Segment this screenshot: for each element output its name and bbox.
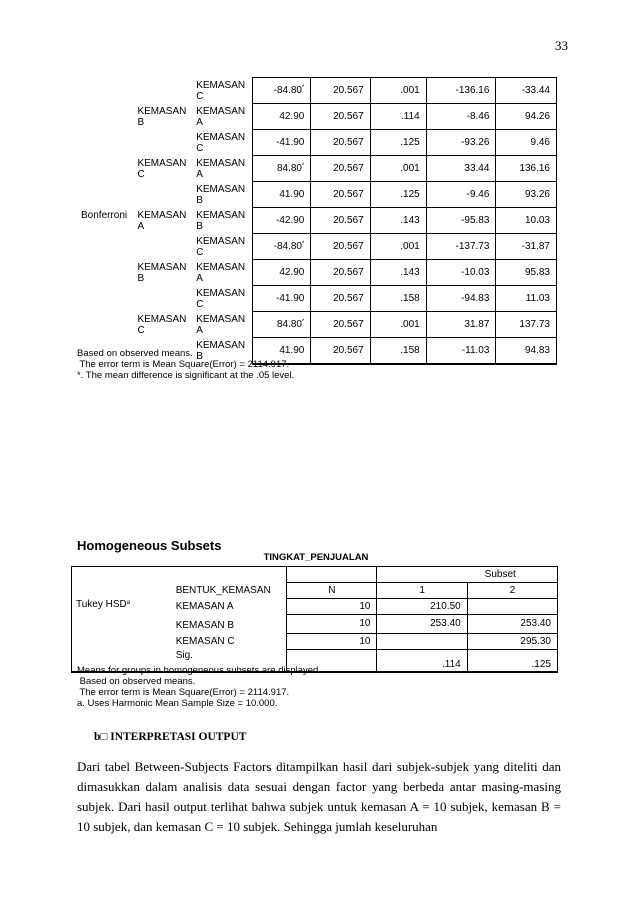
comparison-row: [77, 208, 557, 234]
sig-cell: .001: [370, 312, 426, 338]
n-cell: 10: [287, 615, 377, 634]
method-cell: [77, 182, 133, 208]
mean-difference-cell: -84.80*: [253, 234, 311, 260]
upper-bound-cell: 137.73: [496, 312, 557, 338]
std-error-cell: 20.567: [311, 104, 370, 130]
significance-mark: *: [302, 163, 305, 169]
interpretation-paragraph: Dari tabel Between-Subjects Factors ditampilkan hasil dari subjek-subjek yang diteliti dan dimasukkan dalam analisis data sesuai dengan factor yang berbeda antar masing-masing subjek. Dari hasil output terlihat bahwa subjek untuk kemasan A = 10 subjek, kemasan B = 10 subjek, dan kemasan C = 10 subjek. Sehingga jumlah keseluruhan: [77, 759, 561, 834]
std-error-cell: 20.567: [311, 234, 370, 260]
group-j-cell: KEMASAN C: [192, 130, 252, 156]
upper-bound-cell: 94.26: [496, 104, 557, 130]
mean-difference-cell: 84.80*: [253, 156, 311, 182]
homogeneous-subsets-heading: Homogeneous Subsets: [77, 538, 222, 553]
comparison-row: [77, 182, 557, 208]
mc-note-2: The error term is Mean Square(Error) = 2114.917.: [77, 359, 290, 370]
upper-bound-cell: 136.16: [496, 156, 557, 182]
mean-difference-cell: -84.80*: [253, 78, 311, 104]
sig-cell: .143: [370, 260, 426, 286]
lower-bound-cell: -11.03: [426, 338, 496, 364]
group-i-cell: [133, 182, 192, 208]
mean-difference-cell: -41.90: [253, 130, 311, 156]
lower-bound-cell: -137.73: [426, 234, 496, 260]
mean-difference-cell: 41.90: [253, 338, 311, 364]
subset-1-cell: 253.40: [377, 615, 467, 634]
comparison-row: [77, 156, 557, 182]
hs-header-row-1: [72, 567, 558, 583]
comparison-row: [77, 130, 557, 156]
group-j-cell: KEMASAN C: [192, 78, 252, 104]
group-i-cell: KEMASAN B: [137, 261, 187, 284]
upper-bound-cell: 95.83: [496, 260, 557, 286]
lower-bound-cell: 31.87: [426, 312, 496, 338]
comparison-row: [77, 260, 557, 286]
lower-bound-cell: -94.83: [426, 286, 496, 312]
group-i-cell: KEMASAN C: [137, 157, 187, 180]
homogeneous-subsets-table: [71, 566, 558, 673]
sig-cell: .158: [370, 286, 426, 312]
lower-bound-cell: -95.83: [426, 208, 496, 234]
col-n-header: N: [287, 583, 377, 599]
sig-label: Sig.: [175, 649, 193, 661]
lower-bound-cell: 33.44: [426, 156, 496, 182]
hs-note-4: a. Uses Harmonic Mean Sample Size = 10.000.: [77, 698, 278, 709]
mean-difference-cell: 42.90: [253, 260, 311, 286]
sig-cell: .001: [370, 78, 426, 104]
hs-row-c: [72, 634, 558, 650]
homogeneous-table-caption: TINGKAT_PENJUALAN: [263, 552, 369, 563]
group-i-cell: KEMASAN B: [137, 105, 187, 128]
method-cell: [77, 156, 133, 182]
comparison-row: [77, 78, 557, 104]
n-cell: 10: [287, 634, 377, 650]
significance-mark: *: [302, 319, 305, 325]
lower-bound-cell: -10.03: [426, 260, 496, 286]
subset-2-cell: [467, 599, 557, 615]
subset-header: Subset: [377, 567, 558, 583]
mean-difference-cell: 42.90: [253, 104, 311, 130]
sig-cell: .125: [370, 182, 426, 208]
group-i-cell: KEMASAN C: [137, 313, 187, 336]
group-label: KEMASAN A: [175, 600, 234, 612]
method-cell: [77, 104, 133, 130]
upper-bound-cell: -31.87: [496, 234, 557, 260]
group-label: KEMASAN B: [175, 620, 235, 631]
mc-note-3: *. The mean difference is significant at the .05 level.: [77, 370, 295, 381]
group-i-cell: [133, 78, 192, 104]
std-error-cell: 20.567: [311, 286, 370, 312]
lower-bound-cell: -136.16: [426, 78, 496, 104]
sig-subset-1: .114: [377, 650, 467, 672]
group-i-cell: KEMASAN A: [137, 209, 187, 232]
hs-note-2: Based on observed means.: [77, 676, 196, 687]
n-cell: 10: [287, 599, 377, 615]
std-error-cell: 20.567: [311, 260, 370, 286]
method-cell: [77, 312, 133, 338]
method-cell: [77, 130, 133, 156]
significance-mark: *: [302, 241, 305, 247]
significance-mark: *: [302, 85, 305, 91]
group-i-cell: [133, 234, 192, 260]
group-j-cell: KEMASAN A: [192, 312, 252, 338]
col-group-header: BENTUK_KEMASAN: [175, 584, 271, 596]
subset-2-cell: 253.40: [467, 615, 557, 634]
mean-difference-cell: -42.90: [253, 208, 311, 234]
sig-cell: .114: [370, 104, 426, 130]
lower-bound-cell: -8.46: [426, 104, 496, 130]
upper-bound-cell: -33.44: [496, 78, 557, 104]
group-j-cell: KEMASAN B: [192, 182, 252, 208]
std-error-cell: 20.567: [311, 156, 370, 182]
col-subset-2-header: 2: [467, 583, 557, 599]
group-j-cell: KEMASAN A: [192, 260, 252, 286]
group-j-cell: KEMASAN A: [192, 104, 252, 130]
method-cell: Bonferroni: [81, 209, 128, 221]
std-error-cell: 20.567: [311, 78, 370, 104]
std-error-cell: 20.567: [311, 208, 370, 234]
method-footnote-mark: a: [126, 599, 131, 606]
mean-difference-cell: 41.90: [253, 182, 311, 208]
sig-subset-2: .125: [467, 650, 557, 672]
comparison-row: [77, 286, 557, 312]
sig-cell: .001: [370, 234, 426, 260]
col-subset-1-header: 1: [377, 583, 467, 599]
interpretation-title: b□ INTERPRETASI OUTPUT: [94, 731, 247, 743]
method-cell: [77, 286, 133, 312]
sig-cell: .001: [370, 156, 426, 182]
comparison-row: [77, 312, 557, 338]
subset-1-cell: 210.50: [377, 599, 467, 615]
hs-note-3: The error term is Mean Square(Error) = 2114.917.: [77, 687, 290, 698]
mean-difference-cell: 84.80*: [253, 312, 311, 338]
page-number: 33: [555, 38, 568, 53]
sig-cell: .143: [370, 208, 426, 234]
comparison-row: [77, 234, 557, 260]
sig-cell: .158: [370, 338, 426, 364]
group-j-cell: KEMASAN C: [192, 234, 252, 260]
upper-bound-cell: 9.46: [496, 130, 557, 156]
group-j-cell: KEMASAN B: [192, 338, 252, 364]
group-j-cell: KEMASAN C: [192, 286, 252, 312]
mc-note-1: Based on observed means.: [77, 348, 193, 359]
sig-cell: .125: [370, 130, 426, 156]
mean-difference-cell: -41.90: [253, 286, 311, 312]
std-error-cell: 20.567: [311, 312, 370, 338]
method-cell: [77, 234, 133, 260]
upper-bound-cell: 94.83: [496, 338, 557, 364]
upper-bound-cell: 10.03: [496, 208, 557, 234]
group-i-cell: [133, 286, 192, 312]
method-cell: [77, 78, 133, 104]
group-j-cell: KEMASAN A: [192, 156, 252, 182]
multiple-comparisons-table: [77, 77, 557, 365]
std-error-cell: 20.567: [311, 130, 370, 156]
subset-2-cell: 295.30: [467, 634, 557, 650]
hs-header-row-2: [72, 583, 558, 599]
hs-row-b: [72, 615, 558, 634]
std-error-cell: 20.567: [311, 338, 370, 364]
std-error-cell: 20.567: [311, 182, 370, 208]
upper-bound-cell: 11.03: [496, 286, 557, 312]
hs-row-a: [72, 599, 558, 615]
subset-1-cell: [377, 634, 467, 650]
method-label: Tukey HSD: [76, 598, 127, 610]
lower-bound-cell: -9.46: [426, 182, 496, 208]
group-label: KEMASAN C: [175, 635, 235, 647]
method-cell: [77, 260, 133, 286]
upper-bound-cell: 93.26: [496, 182, 557, 208]
group-j-cell: KEMASAN B: [192, 208, 252, 234]
group-i-cell: [133, 130, 192, 156]
comparison-row: [77, 104, 557, 130]
hs-note-1: Means for groups in homogeneous subsets are displayed.: [77, 665, 321, 676]
lower-bound-cell: -93.26: [426, 130, 496, 156]
